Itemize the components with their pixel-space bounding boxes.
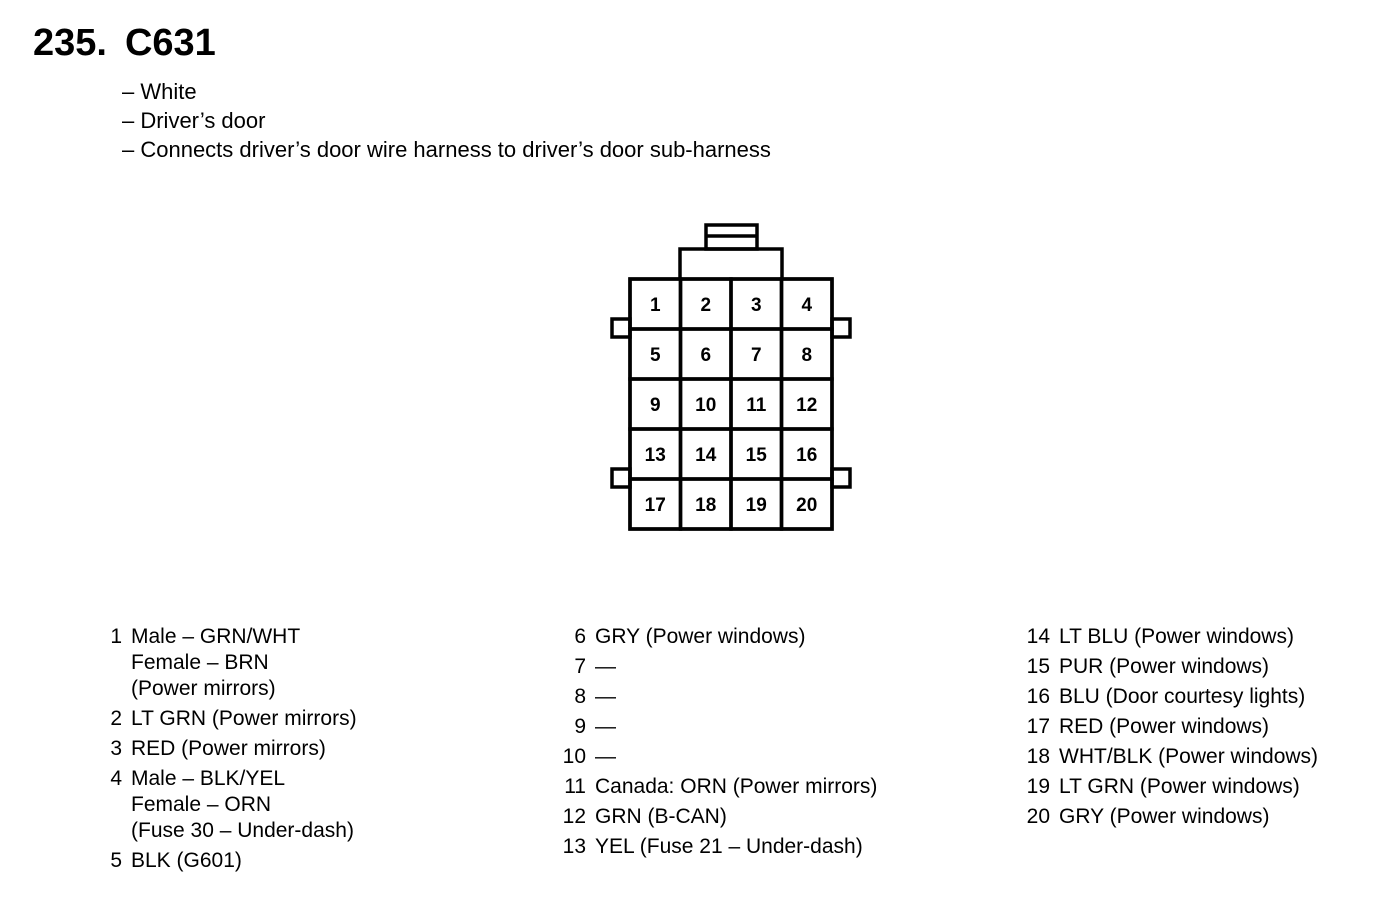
- pin-entry-number: 5: [110, 849, 122, 872]
- pin-number-label: 12: [796, 395, 818, 416]
- pin-number-label: 8: [801, 345, 813, 366]
- pin-number-label: 3: [750, 295, 762, 316]
- pin-entry-line: GRY (Power windows): [1059, 805, 1270, 828]
- pin-number-label: 16: [796, 445, 818, 466]
- pin-list-column-2: [543, 624, 877, 864]
- pin-number-label: 2: [700, 295, 712, 316]
- note-location: – Driver’s door: [122, 108, 266, 133]
- pin-entry-line: —: [595, 715, 616, 738]
- pin-entry-number: 13: [562, 835, 586, 858]
- housing-top: [680, 249, 782, 279]
- pin-entry-description: [1059, 744, 1318, 770]
- pin-entry: [1007, 774, 1318, 800]
- pin-entry-line: BLK (G601): [131, 849, 242, 872]
- pin-entry-number: 8: [574, 685, 586, 708]
- pin-number-label: 13: [644, 445, 666, 466]
- pin-number-label: 20: [796, 495, 818, 516]
- pin-entry-line: RED (Power windows): [1059, 715, 1270, 738]
- pin-entry-line: (Power mirrors): [131, 677, 276, 700]
- connector-number: 235.: [33, 22, 107, 64]
- pin-entry-number: 9: [574, 715, 586, 738]
- pin-entry-description: [1059, 624, 1294, 650]
- pin-entry: [543, 804, 877, 830]
- pin-number-label: 5: [649, 345, 661, 366]
- pin-number-label: 17: [644, 495, 666, 516]
- connector-name: C631: [124, 22, 216, 64]
- pin-grid: [630, 279, 832, 529]
- pin-number-label: 7: [750, 345, 762, 366]
- pin-entry: [543, 744, 877, 770]
- pin-entry-line: Male – BLK/YEL: [131, 767, 286, 790]
- left-tab-upper: [612, 319, 630, 337]
- pin-entry-line: PUR (Power windows): [1059, 655, 1270, 678]
- pin-entry: [1007, 624, 1318, 650]
- pin-entry-line: LT GRN (Power mirrors): [131, 707, 357, 730]
- pin-entry-number: 20: [1026, 805, 1050, 828]
- pin-entry-description: [1059, 684, 1305, 710]
- pin-entry-number: 7: [574, 655, 586, 678]
- pin-number-label: 11: [746, 395, 767, 416]
- pin-entry: [543, 834, 877, 860]
- pin-entry-number: 1: [110, 625, 122, 648]
- pin-entry: [1007, 654, 1318, 680]
- pin-entry: [79, 766, 357, 844]
- right-tab-upper: [832, 319, 850, 337]
- pin-number-label: 19: [745, 495, 767, 516]
- pin-entry-number: 10: [562, 745, 586, 768]
- pin-entry-description: [595, 714, 616, 740]
- pin-entry-line: Female – BRN: [131, 651, 269, 674]
- pin-entry-line: —: [595, 685, 616, 708]
- pin-entry: [79, 736, 357, 762]
- pin-list-column-1: [79, 624, 357, 878]
- pin-entry-description: [1059, 804, 1269, 830]
- pin-entry-line: Canada: ORN (Power mirrors): [595, 775, 878, 798]
- pin-number-label: 1: [649, 295, 661, 316]
- note-color: – White: [122, 79, 197, 104]
- pin-entry-description: [595, 624, 805, 650]
- pin-entry-number: 15: [1026, 655, 1050, 678]
- pin-entry-number: 11: [564, 775, 586, 798]
- pin-number-label: 6: [700, 345, 712, 366]
- pin-entry-description: [595, 774, 877, 800]
- pin-entry-line: LT GRN (Power windows): [1059, 775, 1300, 798]
- pin-number-label: 18: [695, 495, 717, 516]
- pin-entry: [543, 774, 877, 800]
- pin-entry-line: WHT/BLK (Power windows): [1059, 745, 1319, 768]
- pin-entry-number: 2: [110, 707, 122, 730]
- pin-entry-description: [131, 766, 354, 844]
- pin-entry-line: GRN (B-CAN): [595, 805, 727, 828]
- pin-entry: [79, 624, 357, 702]
- pin-number-label: 14: [695, 445, 717, 466]
- pin-entry: [543, 684, 877, 710]
- pin-entry-description: [595, 744, 616, 770]
- pin-entry-line: Male – GRN/WHT: [131, 625, 301, 648]
- pin-entry-line: BLU (Door courtesy lights): [1059, 685, 1306, 708]
- left-tab-lower: [612, 469, 630, 487]
- pin-number-label: 9: [649, 395, 661, 416]
- pin-entry-description: [1059, 774, 1300, 800]
- pin-entry-number: 19: [1026, 775, 1050, 798]
- pin-entry-line: (Fuse 30 – Under-dash): [131, 819, 354, 842]
- pin-entry-number: 14: [1026, 625, 1050, 648]
- pin-list-column-3: [1007, 624, 1318, 834]
- pin-entry-line: YEL (Fuse 21 – Under-dash): [595, 835, 863, 858]
- pin-entry-description: [131, 624, 300, 702]
- pin-entry: [79, 848, 357, 874]
- pin-entry-line: —: [595, 655, 616, 678]
- pin-entry-number: 4: [110, 767, 122, 790]
- pin-entry-description: [1059, 654, 1269, 680]
- pin-entry: [1007, 684, 1318, 710]
- pin-entry-description: [595, 654, 616, 680]
- pin-entry: [1007, 804, 1318, 830]
- pin-entry-number: 3: [110, 737, 122, 760]
- pin-number-label: 10: [695, 395, 717, 416]
- pin-entry-description: [595, 804, 727, 830]
- pin-entry-line: GRY (Power windows): [595, 625, 806, 648]
- note-connection: – Connects driver’s door wire harness to driver’s door sub-harness: [122, 137, 771, 162]
- pin-entry-line: —: [595, 745, 616, 768]
- pin-entry: [543, 654, 877, 680]
- pin-entry-number: 17: [1026, 715, 1050, 738]
- pin-number-label: 15: [745, 445, 767, 466]
- pin-entry: [79, 706, 357, 732]
- pin-entry-line: Female – ORN: [131, 793, 272, 816]
- pin-number-label: 4: [801, 295, 813, 316]
- pin-entry-description: [131, 706, 357, 732]
- pin-entry-line: RED (Power mirrors): [131, 737, 326, 760]
- pin-entry-number: 18: [1026, 745, 1050, 768]
- pin-entry-description: [595, 834, 863, 860]
- pin-entry: [543, 624, 877, 650]
- right-tab-lower: [832, 469, 850, 487]
- pin-entry-description: [131, 736, 326, 762]
- pin-entry-description: [595, 684, 616, 710]
- pin-entry-number: 16: [1026, 685, 1050, 708]
- pin-entry: [543, 714, 877, 740]
- pin-entry: [1007, 744, 1318, 770]
- pin-entry-number: 6: [574, 625, 586, 648]
- pin-entry-description: [131, 848, 242, 874]
- pin-entry-line: LT BLU (Power windows): [1059, 625, 1294, 648]
- pin-entry: [1007, 714, 1318, 740]
- pin-entry-description: [1059, 714, 1269, 740]
- pin-entry-number: 12: [562, 805, 586, 828]
